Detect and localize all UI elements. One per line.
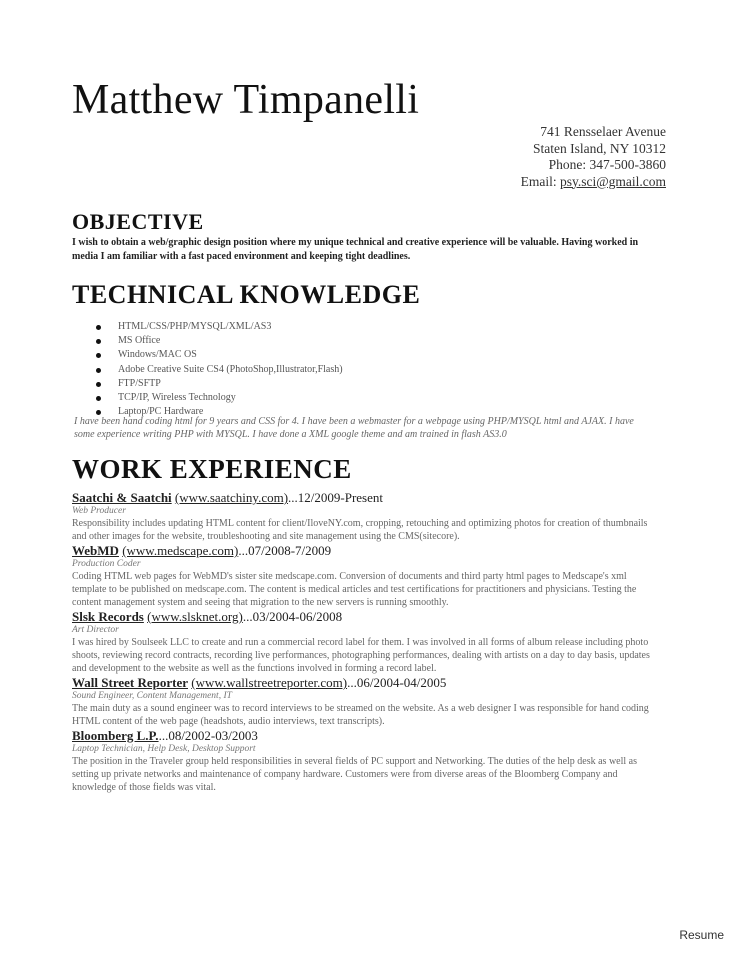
job-entry — [72, 728, 660, 794]
job-header — [72, 609, 660, 625]
bullet-icon — [96, 325, 101, 330]
job-description: Coding HTML web pages for WebMD's sister site medscape.com. Conversion of documents and third party html pages to Medscape's xml template to be published on medscape.com. The content is medical articles and test certifications for practitioners and physicians. Testing the content management system and seeing that migration to the new servers is running smoothly. — [72, 571, 637, 608]
company-name: Bloomberg L.P. — [72, 728, 159, 743]
skill-item — [96, 320, 343, 334]
job-dates: ...12/2009-Present — [288, 490, 383, 505]
job-title: Sound Engineer, Content Management, IT — [72, 691, 232, 701]
job-header — [72, 543, 660, 559]
company-website[interactable]: (www.wallstreetreporter.com) — [191, 675, 348, 690]
company-name: Slsk Records — [72, 609, 144, 624]
company-website[interactable]: (www.slsknet.org) — [147, 609, 243, 624]
bullet-icon — [96, 339, 101, 344]
job-dates: ...06/2004-04/2005 — [347, 675, 447, 690]
company-name: WebMD — [72, 543, 119, 558]
bullet-icon — [96, 396, 101, 401]
contact-block — [521, 124, 666, 190]
email-label: Email: — [520, 173, 560, 189]
objective-heading: OBJECTIVE — [72, 209, 204, 234]
skill-label: TCP/IP, Wireless Technology — [118, 392, 236, 404]
skill-item — [96, 348, 343, 362]
job-entry — [72, 490, 660, 543]
skill-label: Laptop/PC Hardware — [118, 406, 204, 418]
bullet-icon — [96, 382, 101, 387]
job-dates: ...07/2008-7/2009 — [238, 543, 332, 558]
bullet-icon — [96, 368, 101, 373]
phone-number: 347-500-3860 — [589, 157, 666, 172]
skill-label: MS Office — [118, 335, 161, 347]
skill-item — [96, 334, 343, 348]
company-website[interactable]: (www.medscape.com) — [122, 543, 239, 558]
job-description: The position in the Traveler group held responsibilities in several fields of PC support and Networking. The duties of the help desk as well as setting up private networks and maintenance of company hardware. Customers were from diverse areas of the Bloomberg Company and knowledge of those fields was vital. — [72, 756, 637, 793]
skill-label: HTML/CSS/PHP/MYSQL/XML/AS3 — [118, 321, 272, 332]
job-header — [72, 675, 660, 691]
technical-heading: TECHNICAL KNOWLEDGE — [72, 280, 421, 309]
job-description: The main duty as a sound engineer was to record interviews to be streamed on the website. As a web designer I was responsible for hand coding HTML content of the web page (headshots, audio interviews, text transcripts). — [72, 703, 649, 727]
phone-line — [521, 157, 666, 174]
phone-label: Phone: — [548, 157, 590, 172]
skill-label: Windows/MAC OS — [118, 349, 197, 361]
job-dates: ...08/2002-03/2003 — [158, 728, 258, 743]
job-title: Production Coder — [72, 559, 141, 569]
technical-note: I have been hand coding html for 9 years and CSS for 4. I have been a webmaster for a webpage using PHP/MYSQL html and AJAX. I have some experience writing PHP with MYSQL. I have done a XML google theme and am trained in flash AS3.0 — [74, 416, 634, 440]
job-entry — [72, 609, 660, 675]
job-list — [72, 490, 660, 794]
company-website[interactable]: (www.saatchiny.com) — [174, 490, 289, 505]
skill-label: Adobe Creative Suite CS4 (PhotoShop,Illustrator,Flash) — [118, 363, 343, 375]
company-name: Saatchi & Saatchi — [72, 490, 172, 505]
address-line-1: 741 Rensselaer Avenue — [540, 124, 666, 139]
job-entry — [72, 543, 660, 609]
job-description: I was hired by Soulseek LLC to create and run a commercial record label for them. I was involved in all forms of album release including photo shoots, reviewing record contracts, recording live performances, photographing performances, dealing with artists on a day to day basis, updates and development to the website as well as the functions involved in forming a record label. — [72, 637, 650, 674]
skill-item — [96, 377, 343, 391]
skill-item — [96, 391, 343, 405]
skill-label: FTP/SFTP — [118, 377, 161, 389]
skill-item — [96, 363, 343, 377]
candidate-name: Matthew Timpanelli — [72, 77, 420, 123]
job-header — [72, 728, 660, 744]
job-dates: ...03/2004-06/2008 — [242, 609, 343, 624]
job-description: Responsibility includes updating HTML content for client/IloveNY.com, cropping, retouching and optimizing photos for creation of thumbnails and other images for the website, troubleshooting and site management using the CMS(sitecore). — [72, 518, 648, 542]
skills-list — [96, 320, 343, 419]
email-address[interactable]: psy.sci@gmail.com — [559, 173, 666, 189]
email-line — [521, 174, 666, 191]
company-name: Wall Street Reporter — [72, 675, 188, 690]
job-title: Web Producer — [72, 506, 126, 516]
footer-label: Resume — [679, 928, 724, 942]
bullet-icon — [96, 410, 101, 415]
job-header — [72, 490, 660, 506]
bullet-icon — [96, 353, 101, 358]
job-title: Laptop Technician, Help Desk, Desktop Support — [72, 744, 256, 754]
address-line-2: Staten Island, NY 10312 — [533, 140, 666, 156]
objective-text: I wish to obtain a web/graphic design position where my unique technical and creative experience will be valuable. Having worked in media I am familiar with a fast paced environment and keeping tight deadlines. — [72, 237, 639, 262]
job-entry — [72, 675, 660, 728]
work-heading: WORK EXPERIENCE — [72, 454, 352, 484]
job-title: Art Director — [72, 625, 119, 635]
